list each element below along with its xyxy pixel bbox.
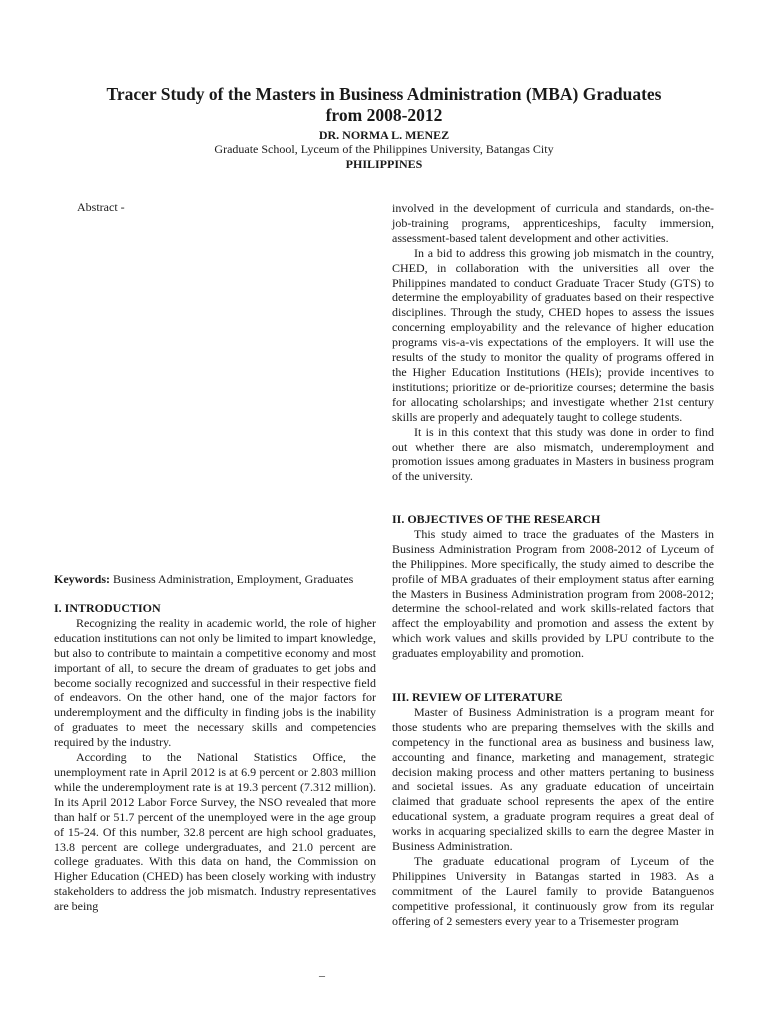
objectives-section — [392, 512, 714, 661]
author-affiliation: Graduate School, Lyceum of the Philippines University, Batangas City — [214, 142, 554, 156]
abstract-label: Abstract - — [77, 200, 125, 214]
introduction-paragraph-2: According to the National Statistics Office, the unemployment rate in April 2012 is at 6.9 percent or 2.803 million while the underemployment rate is at 19.3 percent (7.312 million). In its April 2012 Labor Force Survey, the NSO revealed that more than half or 51.7 percent of the unemployed were in the age group of 15-24. Of this number, 32.8 percent are high school graduates, 13.8 percent are college undergraduates, and 21.0 percent are college graduates. With this data on hand, the Commission on Higher Education (CHED) has been closely working with industry stakeholders to address the job mismatch. Industry representatives are being — [54, 750, 376, 914]
review-paragraph-2: The graduate educational program of Lyceum of the Philippines University in Batangas started in 1983. As a commitment of the Laurel family to provide Batanguenos competitive professional, it continuously grow from its regular offering of 2 semesters every year to a Trisemester program — [392, 853, 714, 928]
author-country: PHILIPPINES — [345, 157, 423, 171]
author-name: DR. NORMA L. MENEZ — [318, 128, 450, 142]
introduction-section — [54, 601, 376, 914]
introduction-paragraph-1: Recognizing the reality in academic world, the role of higher education institutions can not only be limited to impart knowledge, but also to contribute to maintain a competitive economy and most important of all, to secure the dream of graduates to get jobs and become socially recognized and successful in their respective field of endeavors. On the other hand, one of the major factors for underemployment and the difficulty in finding jobs is the inability of graduates to meet the necessary skills and competencies required by the industry. — [54, 615, 376, 750]
introduction-continued — [392, 201, 714, 484]
continuation-paragraph: involved in the development of curricula and standards, on-the-job-training programs, apprenticeships, faculty immersion, assessment-based talent development and other activities. — [392, 201, 714, 245]
title-line-1: Tracer Study of the Masters in Business Administration (MBA) Graduates — [106, 84, 662, 104]
introduction-paragraph-3: In a bid to address this growing job mismatch in the country, CHED, in collaboration with the universities all over the Philippines mandated to conduct Graduate Tracer Study (GTS) to determine the employability of graduates based on their respective disciplines. Through the study, CHED hopes to assess the issues concerning employability and the relevance of higher education programs vis-a-vis expectations of the employers. It will use the results of the study to monitor the quality of programs offered in the Higher Education Institutions (HEIs); provide incentives to institutions; prioritize or de-prioritize courses; determine the basis for allocating scholarships; and investigate whether 21st century skills are properly and adequately taught to college students. — [392, 245, 714, 424]
review-heading: III. REVIEW OF LITERATURE — [392, 690, 563, 704]
paper-title — [60, 84, 708, 126]
introduction-paragraph-4: It is in this context that this study was done in order to find out whether there are also mismatch, underemployment and promotion issues among graduates in Masters in business program of the university. — [392, 424, 714, 484]
keywords-text: Business Administration, Employment, Graduates — [110, 572, 354, 586]
abstract-section — [77, 200, 377, 215]
introduction-heading: I. INTRODUCTION — [54, 601, 161, 615]
keywords-section — [54, 572, 376, 587]
page-number-mark: – — [319, 968, 325, 982]
title-line-2: from 2008-2012 — [325, 105, 443, 125]
keywords-label: Keywords: — [54, 572, 110, 586]
objectives-heading: II. OBJECTIVES OF THE RESEARCH — [392, 512, 601, 526]
review-paragraph-1: Master of Business Administration is a program meant for those students who are preparing themselves with the skills and competency in the functional area as business and business law, accounting and finance, marketing and management, strategic decision making process and other matters pertaning to business and societal issues. As any graduate education of unceirtain claimed that graduate school represents the apex of the entire educational system, a graduate program requires a great deal of works in acquaring specialized skills to earn the degree Master in Business Administration. — [392, 704, 714, 854]
objectives-paragraph: This study aimed to trace the graduates of the Masters in Business Administration Program from 2008-2012 of Lyceum of the Philippines. More specifically, the study aimed to describe the profile of MBA graduates of their employment status after earning the Masters in Business Administration program from 2008-2012; determine the school-related and work skills-related factors that affect the employability and promotion and assess the extent by which work values and skills provided by LPU contribute to the graduates employability and promotion. — [392, 526, 714, 661]
review-section — [392, 690, 714, 929]
